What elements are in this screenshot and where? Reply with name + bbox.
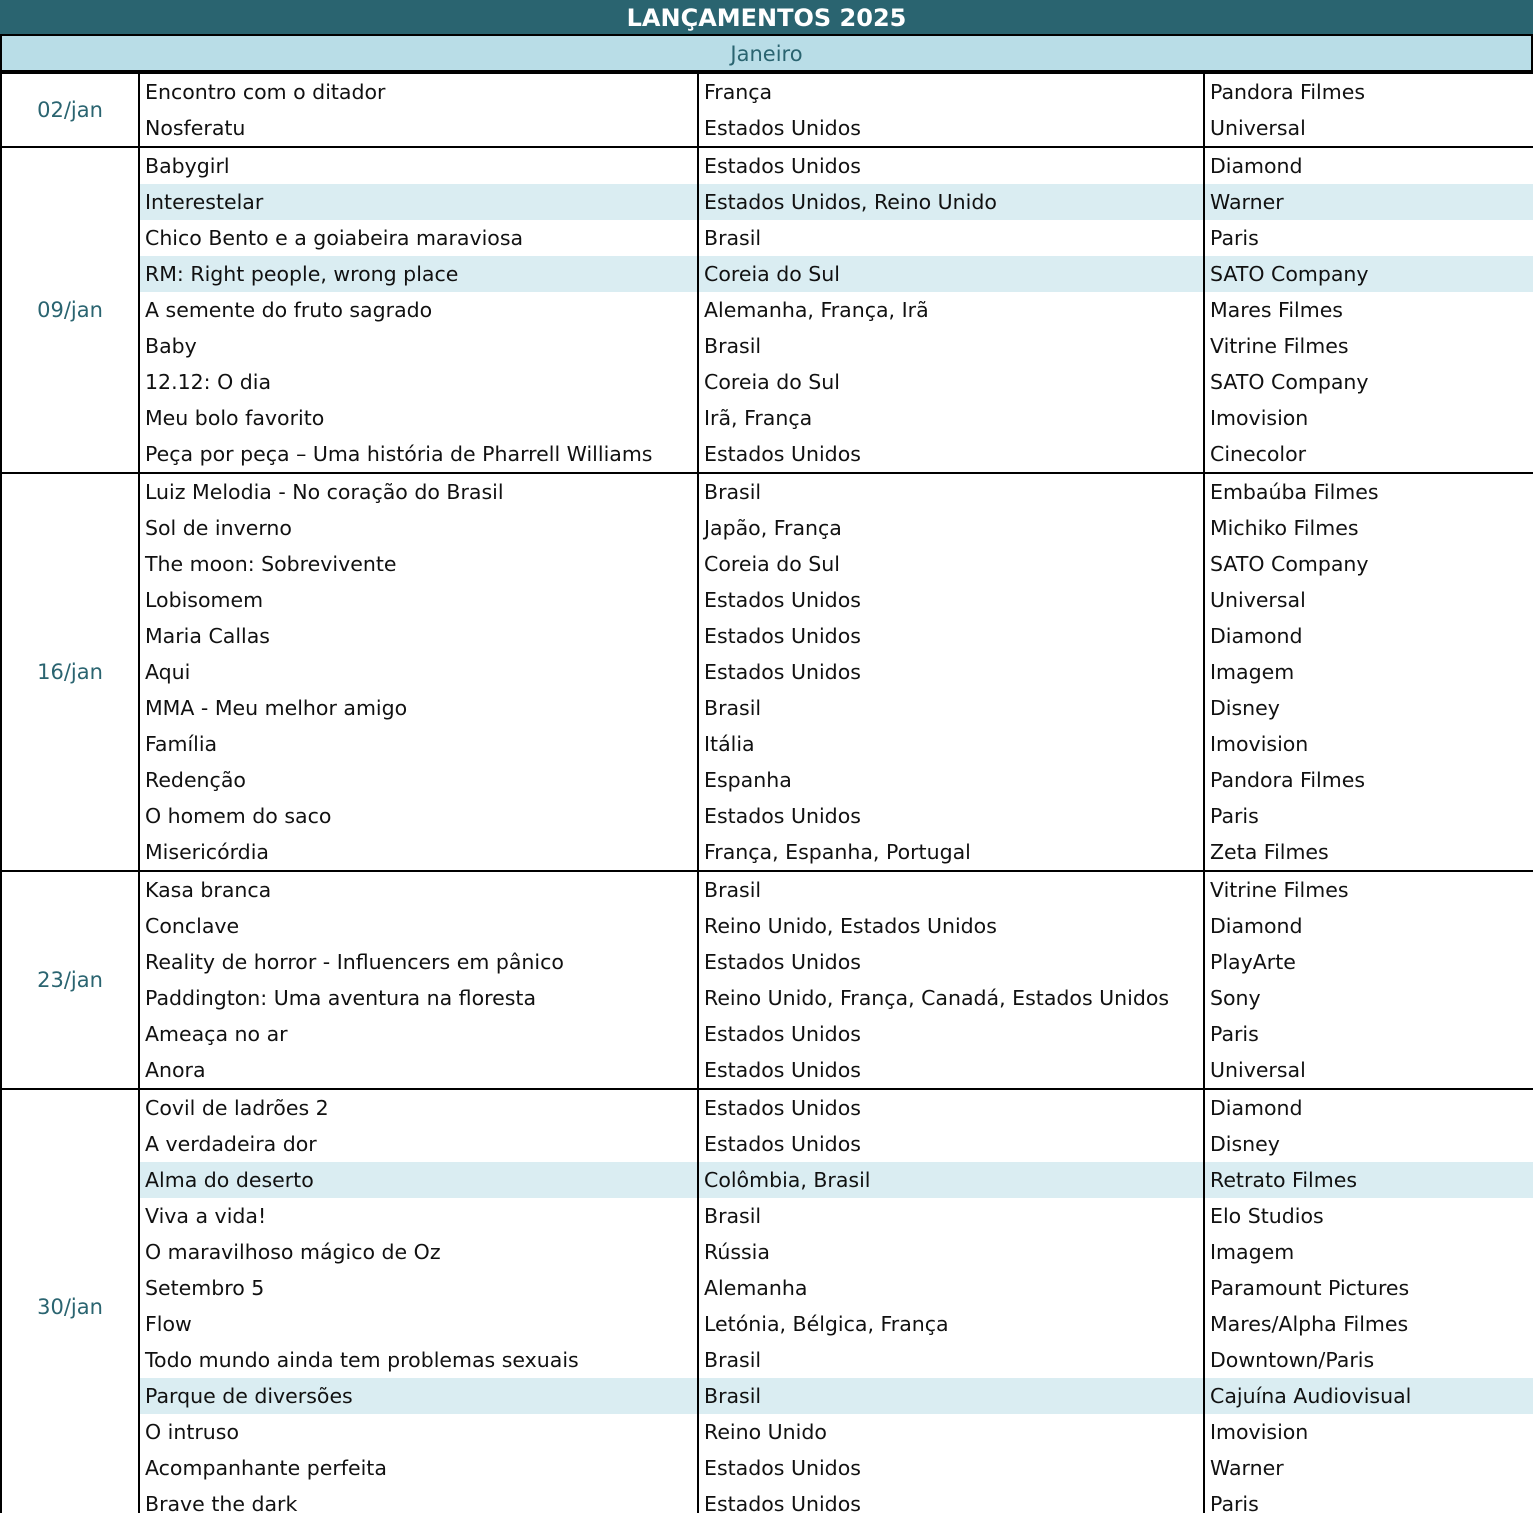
film-country-cell[interactable]: Estados Unidos: [698, 654, 1204, 690]
film-distributor-cell[interactable]: Universal: [1204, 582, 1533, 618]
table-row: [1, 798, 1533, 834]
film-distributor-cell[interactable]: SATO Company: [1204, 364, 1533, 400]
film-distributor-cell[interactable]: Michiko Filmes: [1204, 510, 1533, 546]
film-distributor-cell[interactable]: Imovision: [1204, 1414, 1533, 1450]
film-country-cell[interactable]: Japão, França: [698, 510, 1204, 546]
film-distributor-cell[interactable]: Paris: [1204, 1486, 1533, 1513]
month-header: Janeiro: [0, 36, 1533, 72]
film-distributor-cell[interactable]: Imagem: [1204, 654, 1533, 690]
film-country-cell[interactable]: França: [698, 73, 1204, 110]
table-row: [1, 292, 1533, 328]
release-date-cell[interactable]: 30/jan: [1, 1089, 139, 1513]
film-country-cell[interactable]: Estados Unidos: [698, 1016, 1204, 1052]
film-title-cell[interactable]: Viva a vida!: [139, 1198, 698, 1234]
table-row: [1, 1162, 1533, 1198]
film-distributor-cell[interactable]: Imovision: [1204, 400, 1533, 436]
film-country-cell[interactable]: Estados Unidos: [698, 110, 1204, 147]
film-distributor-cell[interactable]: SATO Company: [1204, 256, 1533, 292]
film-country-cell[interactable]: Coreia do Sul: [698, 256, 1204, 292]
film-country-cell[interactable]: Brasil: [698, 328, 1204, 364]
table-row: [1, 762, 1533, 798]
film-country-cell[interactable]: Estados Unidos: [698, 1486, 1204, 1513]
film-country-cell[interactable]: Alemanha, França, Irã: [698, 292, 1204, 328]
film-country-cell[interactable]: Estados Unidos: [698, 1052, 1204, 1089]
film-distributor-cell[interactable]: Vitrine Filmes: [1204, 328, 1533, 364]
film-distributor-cell[interactable]: Diamond: [1204, 618, 1533, 654]
film-country-cell[interactable]: Letónia, Bélgica, França: [698, 1306, 1204, 1342]
film-country-cell[interactable]: Brasil: [698, 1198, 1204, 1234]
film-country-cell[interactable]: Estados Unidos: [698, 944, 1204, 980]
film-country-cell[interactable]: Reino Unido: [698, 1414, 1204, 1450]
film-title-cell[interactable]: Encontro com o ditador: [139, 73, 698, 110]
table-row: [1, 220, 1533, 256]
film-title-cell[interactable]: Reality de horror - Influencers em pânico: [139, 944, 698, 980]
film-distributor-cell[interactable]: Sony: [1204, 980, 1533, 1016]
film-distributor-cell[interactable]: Cinecolor: [1204, 436, 1533, 473]
film-distributor-cell[interactable]: Diamond: [1204, 147, 1533, 184]
film-distributor-cell[interactable]: Imovision: [1204, 726, 1533, 762]
table-row: [1, 473, 1533, 510]
film-distributor-cell[interactable]: Zeta Filmes: [1204, 834, 1533, 871]
table-row: [1, 110, 1533, 147]
film-country-cell[interactable]: Espanha: [698, 762, 1204, 798]
film-country-cell[interactable]: França, Espanha, Portugal: [698, 834, 1204, 871]
film-country-cell[interactable]: Estados Unidos: [698, 798, 1204, 834]
film-distributor-cell[interactable]: Universal: [1204, 110, 1533, 147]
table-row: [1, 546, 1533, 582]
film-country-cell[interactable]: Colômbia, Brasil: [698, 1162, 1204, 1198]
film-title-cell[interactable]: Ameaça no ar: [139, 1016, 698, 1052]
film-distributor-cell[interactable]: Imagem: [1204, 1234, 1533, 1270]
film-country-cell[interactable]: Brasil: [698, 1342, 1204, 1378]
film-title-cell[interactable]: Meu bolo favorito: [139, 400, 698, 436]
film-distributor-cell[interactable]: Disney: [1204, 1126, 1533, 1162]
film-title-cell[interactable]: Todo mundo ainda tem problemas sexuais: [139, 1342, 698, 1378]
film-country-cell[interactable]: Itália: [698, 726, 1204, 762]
film-country-cell[interactable]: Coreia do Sul: [698, 546, 1204, 582]
release-date-cell[interactable]: 23/jan: [1, 871, 139, 1089]
film-country-cell[interactable]: Estados Unidos: [698, 147, 1204, 184]
film-title-cell[interactable]: A verdadeira dor: [139, 1126, 698, 1162]
film-title-cell[interactable]: Baby: [139, 328, 698, 364]
film-title-cell[interactable]: Flow: [139, 1306, 698, 1342]
table-row: [1, 1089, 1533, 1126]
film-title-cell[interactable]: Brave the dark: [139, 1486, 698, 1513]
table-row: [1, 1378, 1533, 1414]
film-title-cell[interactable]: Maria Callas: [139, 618, 698, 654]
film-title-cell[interactable]: Aqui: [139, 654, 698, 690]
film-title-cell[interactable]: Kasa branca: [139, 871, 698, 908]
film-title-cell[interactable]: 12.12: O dia: [139, 364, 698, 400]
film-title-cell[interactable]: Conclave: [139, 908, 698, 944]
film-distributor-cell[interactable]: Paris: [1204, 220, 1533, 256]
film-distributor-cell[interactable]: Paris: [1204, 798, 1533, 834]
film-distributor-cell[interactable]: Disney: [1204, 690, 1533, 726]
film-distributor-cell[interactable]: Diamond: [1204, 1089, 1533, 1126]
film-distributor-cell[interactable]: Paramount Pictures: [1204, 1270, 1533, 1306]
film-country-cell[interactable]: Reino Unido, França, Canadá, Estados Unidos: [698, 980, 1204, 1016]
film-title-cell[interactable]: Luiz Melodia - No coração do Brasil: [139, 473, 698, 510]
film-country-cell[interactable]: Brasil: [698, 220, 1204, 256]
film-distributor-cell[interactable]: Elo Studios: [1204, 1198, 1533, 1234]
table-row: [1, 256, 1533, 292]
release-table: [0, 72, 1533, 1513]
release-date-cell[interactable]: 09/jan: [1, 147, 139, 473]
table-row: [1, 1342, 1533, 1378]
film-title-cell[interactable]: Misericórdia: [139, 834, 698, 871]
film-title-cell[interactable]: Alma do deserto: [139, 1162, 698, 1198]
table-row: [1, 834, 1533, 871]
table-row: [1, 147, 1533, 184]
film-title-cell[interactable]: Parque de diversões: [139, 1378, 698, 1414]
release-date-cell[interactable]: 16/jan: [1, 473, 139, 871]
table-row: [1, 1486, 1533, 1513]
film-title-cell[interactable]: Peça por peça – Uma história de Pharrell Williams: [139, 436, 698, 473]
table-row: [1, 618, 1533, 654]
film-title-cell[interactable]: Interestelar: [139, 184, 698, 220]
film-title-cell[interactable]: Babygirl: [139, 147, 698, 184]
film-title-cell[interactable]: The moon: Sobrevivente: [139, 546, 698, 582]
table-row: [1, 1414, 1533, 1450]
film-distributor-cell[interactable]: Cajuína Audiovisual: [1204, 1378, 1533, 1414]
table-row: [1, 436, 1533, 473]
film-distributor-cell[interactable]: Pandora Filmes: [1204, 762, 1533, 798]
film-country-cell[interactable]: Estados Unidos: [698, 436, 1204, 473]
table-row: [1, 582, 1533, 618]
table-row: [1, 871, 1533, 908]
film-country-cell[interactable]: Irã, França: [698, 400, 1204, 436]
film-distributor-cell[interactable]: Diamond: [1204, 908, 1533, 944]
film-country-cell[interactable]: Brasil: [698, 871, 1204, 908]
table-row: [1, 690, 1533, 726]
film-title-cell[interactable]: MMA - Meu melhor amigo: [139, 690, 698, 726]
film-title-cell[interactable]: A semente do fruto sagrado: [139, 292, 698, 328]
table-row: [1, 400, 1533, 436]
film-distributor-cell[interactable]: Pandora Filmes: [1204, 73, 1533, 110]
film-title-cell[interactable]: Chico Bento e a goiabeira maraviosa: [139, 220, 698, 256]
film-distributor-cell[interactable]: Warner: [1204, 1450, 1533, 1486]
table-row: [1, 1450, 1533, 1486]
film-title-cell[interactable]: Acompanhante perfeita: [139, 1450, 698, 1486]
table-row: [1, 1198, 1533, 1234]
film-distributor-cell[interactable]: Mares Filmes: [1204, 292, 1533, 328]
film-title-cell[interactable]: Lobisomem: [139, 582, 698, 618]
film-country-cell[interactable]: Brasil: [698, 473, 1204, 510]
film-distributor-cell[interactable]: Mares/Alpha Filmes: [1204, 1306, 1533, 1342]
film-country-cell[interactable]: Coreia do Sul: [698, 364, 1204, 400]
table-row: [1, 1016, 1533, 1052]
film-country-cell[interactable]: Reino Unido, Estados Unidos: [698, 908, 1204, 944]
sheet-title: LANÇAMENTOS 2025: [0, 0, 1533, 36]
release-date-cell[interactable]: 02/jan: [1, 73, 139, 147]
table-row: [1, 1234, 1533, 1270]
film-title-cell[interactable]: RM: Right people, wrong place: [139, 256, 698, 292]
table-row: [1, 328, 1533, 364]
film-title-cell[interactable]: Anora: [139, 1052, 698, 1089]
film-title-cell[interactable]: O homem do saco: [139, 798, 698, 834]
film-title-cell[interactable]: Família: [139, 726, 698, 762]
film-title-cell[interactable]: O maravilhoso mágico de Oz: [139, 1234, 698, 1270]
table-row: [1, 1126, 1533, 1162]
table-row: [1, 1270, 1533, 1306]
table-row: [1, 908, 1533, 944]
film-distributor-cell[interactable]: Retrato Filmes: [1204, 1162, 1533, 1198]
film-country-cell[interactable]: Rússia: [698, 1234, 1204, 1270]
release-table-body: [1, 73, 1533, 1513]
table-row: [1, 726, 1533, 762]
table-row: [1, 654, 1533, 690]
film-title-cell[interactable]: Paddington: Uma aventura na floresta: [139, 980, 698, 1016]
film-title-cell[interactable]: Sol de inverno: [139, 510, 698, 546]
film-title-cell[interactable]: Setembro 5: [139, 1270, 698, 1306]
film-country-cell[interactable]: Estados Unidos: [698, 1126, 1204, 1162]
film-country-cell[interactable]: Brasil: [698, 690, 1204, 726]
table-row: [1, 510, 1533, 546]
table-row: [1, 73, 1533, 110]
film-distributor-cell[interactable]: Universal: [1204, 1052, 1533, 1089]
table-row: [1, 1306, 1533, 1342]
table-row: [1, 980, 1533, 1016]
film-title-cell[interactable]: Nosferatu: [139, 110, 698, 147]
table-row: [1, 944, 1533, 980]
film-distributor-cell[interactable]: Embaúba Filmes: [1204, 473, 1533, 510]
film-title-cell[interactable]: Covil de ladrões 2: [139, 1089, 698, 1126]
film-distributor-cell[interactable]: Downtown/Paris: [1204, 1342, 1533, 1378]
film-title-cell[interactable]: O intruso: [139, 1414, 698, 1450]
film-distributor-cell[interactable]: PlayArte: [1204, 944, 1533, 980]
table-row: [1, 364, 1533, 400]
film-country-cell[interactable]: Estados Unidos: [698, 618, 1204, 654]
table-row: [1, 1052, 1533, 1089]
film-distributor-cell[interactable]: Vitrine Filmes: [1204, 871, 1533, 908]
film-country-cell[interactable]: Estados Unidos: [698, 582, 1204, 618]
film-title-cell[interactable]: Redenção: [139, 762, 698, 798]
film-country-cell[interactable]: Brasil: [698, 1378, 1204, 1414]
film-distributor-cell[interactable]: Warner: [1204, 184, 1533, 220]
film-country-cell[interactable]: Estados Unidos: [698, 1450, 1204, 1486]
film-distributor-cell[interactable]: Paris: [1204, 1016, 1533, 1052]
film-country-cell[interactable]: Alemanha: [698, 1270, 1204, 1306]
film-distributor-cell[interactable]: SATO Company: [1204, 546, 1533, 582]
film-country-cell[interactable]: Estados Unidos: [698, 1089, 1204, 1126]
film-country-cell[interactable]: Estados Unidos, Reino Unido: [698, 184, 1204, 220]
table-row: [1, 184, 1533, 220]
